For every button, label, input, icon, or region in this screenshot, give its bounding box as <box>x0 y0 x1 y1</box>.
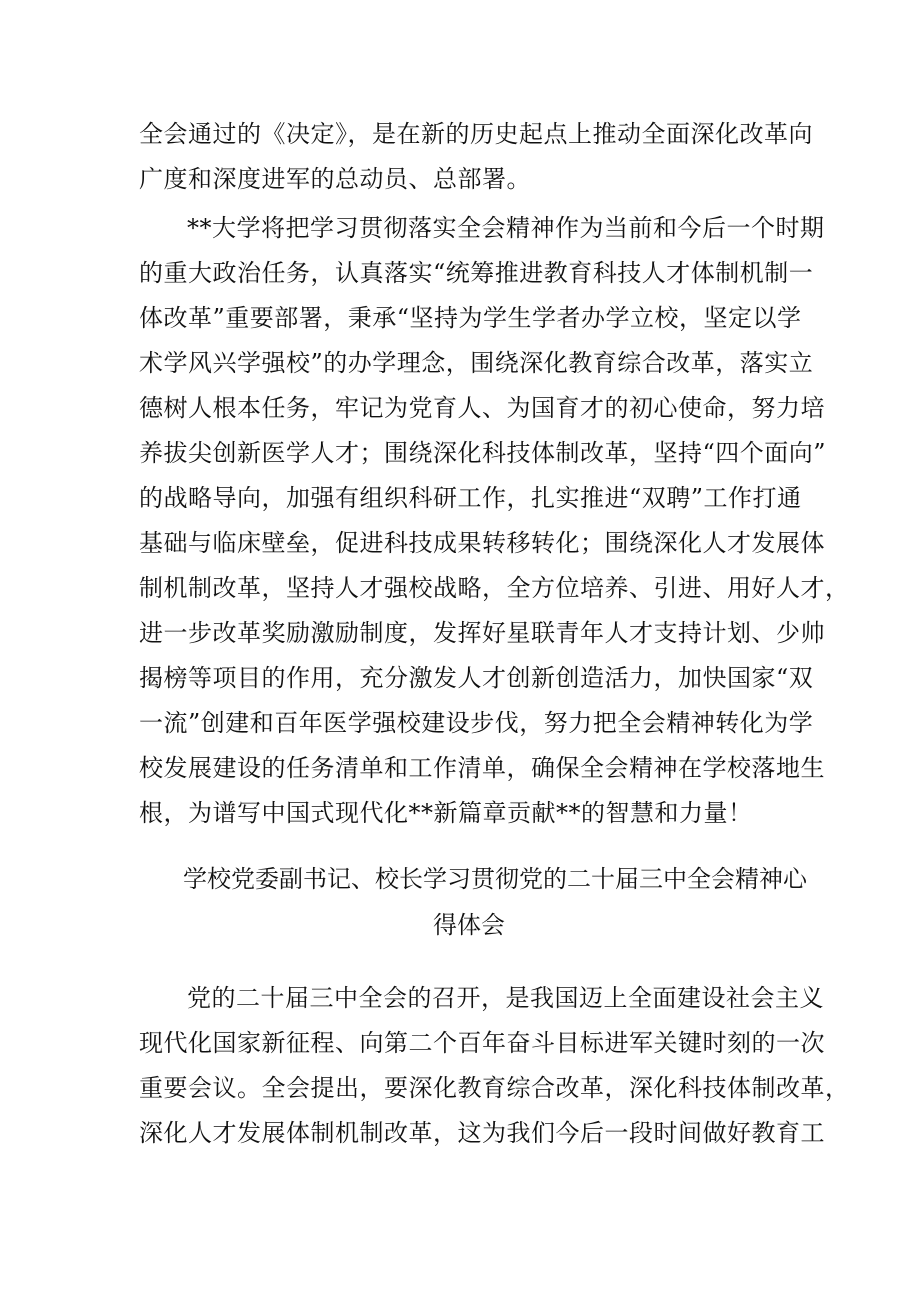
text-line: 基础与临床壁垒，促进科技成果转移转化；围绕深化人才发展体 <box>139 529 825 557</box>
paragraph-plenum-intro <box>139 976 850 1156</box>
text-line: 进一步改革奖励激励制度，发挥好星联青年人才支持计划、少帅 <box>139 619 825 647</box>
text-line: 深化人才发展体制机制改革，这为我们今后一段时间做好教育工 <box>139 1119 825 1147</box>
text-line: 的战略导向，加强有组织科研工作，扎实推进“双聘”工作打通 <box>139 484 802 512</box>
text-line: 现代化国家新征程、向第二个百年奋斗目标进军关键时刻的一次 <box>139 1029 825 1057</box>
paragraph-decision <box>139 112 813 202</box>
paragraph-university-plan <box>139 206 850 836</box>
title-line: 学校党委副书记、校长学习贯彻党的二十届三中全会精神心 <box>183 865 807 893</box>
text-line: 党的二十届三中全会的召开，是我国迈上全面建设社会主义 <box>187 984 824 1012</box>
text-line: 德树人根本任务，牢记为党育人、为国育才的初心使命，努力培 <box>139 394 825 422</box>
text-line: 全会通过的《决定》，是在新的历史起点上推动全面深化改革向 <box>139 120 813 148</box>
text-line: 制机制改革，坚持人才强校战略，全方位培养、引进、用好人才， <box>139 574 850 602</box>
title-line: 得体会 <box>433 911 505 939</box>
text-line: 广度和深度进军的总动员、总部署。 <box>139 165 531 193</box>
text-line: 重要会议。全会提出，要深化教育综合改革，深化科技体制改革， <box>139 1074 850 1102</box>
text-line: 的重大政治任务，认真落实“统筹推进教育科技人才体制机制一 <box>139 259 814 287</box>
text-line: 校发展建设的任务清单和工作清单，确保全会精神在学校落地生 <box>139 754 825 782</box>
text-line: 养拔尖创新医学人才；围绕深化科技体制改革，坚持“四个面向” <box>139 439 827 467</box>
text-line: **大学将把学习贯彻落实全会精神作为当前和今后一个时期 <box>187 214 825 242</box>
text-line: 揭榜等项目的作用，充分激发人才创新创造活力，加快国家“双 <box>139 664 814 692</box>
article-title <box>139 856 807 948</box>
text-line: 术学风兴学强校”的办学理念，围绕深化教育综合改革，落实立 <box>139 349 814 377</box>
text-line: 一流”创建和百年医学强校建设步伐，努力把全会精神转化为学 <box>139 709 814 737</box>
text-line: 根，为谱写中国式现代化**新篇章贡献**的智慧和力量！ <box>139 799 753 827</box>
text-line: 体改革”重要部署，秉承“坚持为学生学者办学立校，坚定以学 <box>139 304 802 332</box>
